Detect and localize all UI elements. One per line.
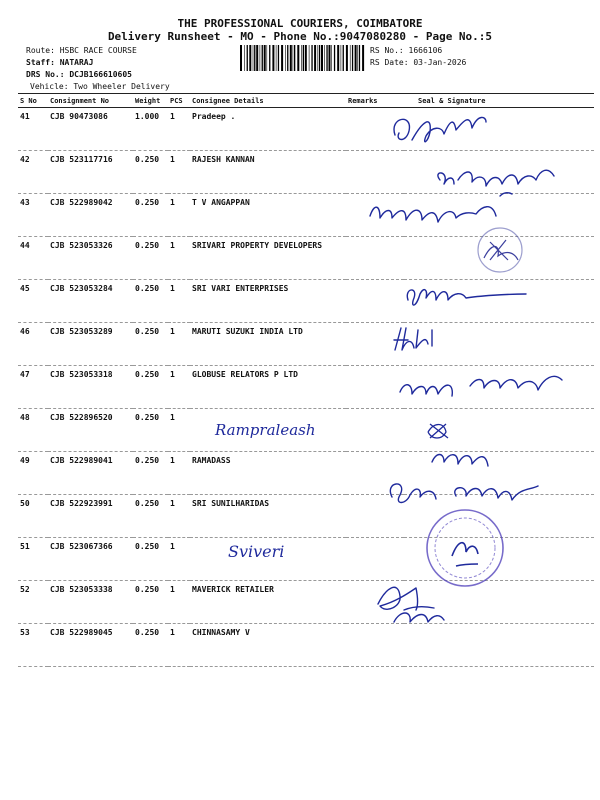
cell-signature	[404, 194, 594, 237]
barcode-bar	[290, 45, 292, 71]
cell-consignment-no: CJB 523053289	[48, 323, 133, 366]
barcode-bar	[285, 45, 286, 71]
cell-sno: 46	[18, 323, 48, 366]
cell-pcs: 1	[168, 538, 190, 581]
col-header-sno: S No	[18, 94, 48, 108]
cell-consignee: MARUTI SUZUKI INDIA LTD	[190, 323, 346, 366]
cell-sno: 44	[18, 237, 48, 280]
barcode-bar	[244, 45, 245, 71]
barcode-bar	[309, 45, 310, 71]
cell-weight: 0.250	[133, 280, 168, 323]
cell-sno: 41	[18, 108, 48, 151]
barcode-bar	[269, 45, 270, 71]
cell-weight: 0.250	[133, 409, 168, 452]
barcode-bar	[321, 45, 323, 71]
table-row	[18, 538, 594, 581]
cell-weight: 0.250	[133, 452, 168, 495]
table-row	[18, 237, 594, 280]
cell-remarks	[346, 538, 404, 581]
cell-weight: 0.250	[133, 495, 168, 538]
barcode-bar	[301, 45, 302, 71]
cell-weight: 0.250	[133, 194, 168, 237]
cell-consignment-no: CJB 522989045	[48, 624, 133, 667]
table-row	[18, 108, 594, 151]
barcode-bar	[357, 45, 358, 71]
col-header-consignment: Consignment No	[48, 94, 133, 108]
drs-label: DRS No.:	[26, 70, 65, 79]
cell-signature	[404, 108, 594, 151]
cell-pcs: 1	[168, 366, 190, 409]
barcode-bar	[278, 45, 279, 71]
barcode-bar	[334, 45, 335, 71]
cell-remarks	[346, 280, 404, 323]
barcode-bar	[272, 45, 274, 71]
cell-consignment-no: CJB 523117716	[48, 151, 133, 194]
cell-consignment-no: CJB 523053284	[48, 280, 133, 323]
barcode-bar	[287, 45, 288, 71]
barcode-bar	[314, 45, 316, 71]
runsheet-table	[18, 93, 594, 667]
cell-signature	[404, 323, 594, 366]
cell-consignee: CHINNASAMY V	[190, 624, 346, 667]
cell-signature	[404, 409, 594, 452]
barcode-bar	[343, 45, 344, 71]
barcode-bar	[318, 45, 319, 71]
cell-pcs: 1	[168, 108, 190, 151]
cell-remarks	[346, 108, 404, 151]
cell-sno: 42	[18, 151, 48, 194]
cell-sno: 51	[18, 538, 48, 581]
barcode-bar	[352, 45, 353, 71]
cell-weight: 0.250	[133, 323, 168, 366]
col-header-weight: Weight	[133, 94, 168, 108]
cell-remarks	[346, 323, 404, 366]
barcode-bar	[326, 45, 327, 71]
cell-weight: 0.250	[133, 151, 168, 194]
cell-pcs: 1	[168, 323, 190, 366]
cell-consignee: T V ANGAPPAN	[190, 194, 346, 237]
staff-label: Staff: NATARAJ	[26, 58, 94, 67]
cell-sno: 48	[18, 409, 48, 452]
col-header-signature: Seal & Signature	[404, 94, 594, 108]
table-row	[18, 452, 594, 495]
barcode-bar	[281, 45, 283, 71]
cell-signature	[404, 452, 594, 495]
barcode-bar	[346, 45, 348, 71]
barcode-bar	[331, 45, 332, 71]
barcode-bar	[350, 45, 351, 71]
cell-sno: 43	[18, 194, 48, 237]
cell-pcs: 1	[168, 581, 190, 624]
col-header-remarks: Remarks	[346, 94, 404, 108]
cell-pcs: 1	[168, 151, 190, 194]
cell-signature	[404, 538, 594, 581]
cell-weight: 0.250	[133, 366, 168, 409]
cell-remarks	[346, 581, 404, 624]
route-label: Route: HSBC RACE COURSE	[26, 46, 137, 55]
barcode-bar	[249, 45, 251, 71]
barcode-bar	[254, 45, 255, 71]
cell-signature	[404, 495, 594, 538]
table-header-row	[18, 94, 594, 108]
cell-remarks	[346, 151, 404, 194]
barcode-image	[240, 45, 366, 71]
cell-pcs: 1	[168, 194, 190, 237]
cell-weight: 0.250	[133, 581, 168, 624]
cell-consignment-no: CJB 90473086	[48, 108, 133, 151]
table-row	[18, 581, 594, 624]
barcode-bar	[264, 45, 266, 71]
cell-remarks	[346, 624, 404, 667]
cell-signature	[404, 151, 594, 194]
company-title: THE PROFESSIONAL COURIERS, COIMBATORE	[177, 17, 423, 30]
handwritten-name-row-51: Sviveri	[228, 542, 285, 561]
barcode-bar	[294, 45, 295, 71]
cell-consignee: MAVERICK RETAILER	[190, 581, 346, 624]
drs-number	[26, 69, 132, 80]
barcode-bar	[260, 45, 261, 71]
rs-number: RS No.: 1666106	[370, 46, 443, 55]
table-row	[18, 495, 594, 538]
cell-consignment-no: CJB 522989042	[48, 194, 133, 237]
cell-sno: 52	[18, 581, 48, 624]
cell-remarks	[346, 237, 404, 280]
cell-remarks	[346, 409, 404, 452]
barcode-bar	[355, 45, 357, 71]
cell-signature	[404, 624, 594, 667]
cell-consignee: SRIVARI PROPERTY DEVELOPERS	[190, 237, 346, 280]
barcode-bar	[303, 45, 304, 71]
table-row	[18, 323, 594, 366]
cell-consignee: RAMADASS	[190, 452, 346, 495]
cell-consignment-no: CJB 523053338	[48, 581, 133, 624]
cell-consignment-no: CJB 523053318	[48, 366, 133, 409]
cell-signature	[404, 366, 594, 409]
cell-pcs: 1	[168, 237, 190, 280]
cell-pcs: 1	[168, 452, 190, 495]
cell-weight: 1.000	[133, 108, 168, 151]
cell-signature	[404, 581, 594, 624]
table-row	[18, 280, 594, 323]
cell-consignee	[190, 409, 346, 452]
barcode-bar	[247, 45, 248, 71]
barcode-bar	[262, 45, 263, 71]
cell-sno: 45	[18, 280, 48, 323]
cell-consignment-no: CJB 522989041	[48, 452, 133, 495]
barcode-bar	[305, 45, 307, 71]
cell-consignee: GLOBUSE RELATORS P LTD	[190, 366, 346, 409]
cell-weight: 0.250	[133, 538, 168, 581]
table-row	[18, 624, 594, 667]
barcode-bar	[297, 45, 299, 71]
col-header-consignee: Consignee Details	[190, 94, 346, 108]
barcode-bar	[341, 45, 342, 71]
cell-pcs: 1	[168, 624, 190, 667]
cell-remarks	[346, 366, 404, 409]
cell-pcs: 1	[168, 495, 190, 538]
cell-signature	[404, 237, 594, 280]
rs-date: RS Date: 03-Jan-2026	[370, 58, 467, 67]
cell-consignee: Pradeep .	[190, 108, 346, 151]
table-row	[18, 366, 594, 409]
cell-consignment-no: CJB 522923991	[48, 495, 133, 538]
vehicle-label: Vehicle: Two Wheeler Delivery	[30, 82, 170, 91]
cell-consignee: SRI VARI ENTERPRISES	[190, 280, 346, 323]
table-row	[18, 409, 594, 452]
barcode-bar	[362, 45, 364, 71]
cell-consignee	[190, 538, 346, 581]
cell-pcs: 1	[168, 409, 190, 452]
barcode-bar	[337, 45, 339, 71]
cell-consignee: RAJESH KANNAN	[190, 151, 346, 194]
barcode-bar	[276, 45, 277, 71]
cell-signature	[404, 280, 594, 323]
cell-consignee: SRI SUNILHARIDAS	[190, 495, 346, 538]
barcode-bar	[359, 45, 360, 71]
cell-consignment-no: CJB 522896520	[48, 409, 133, 452]
cell-sno: 49	[18, 452, 48, 495]
cell-sno: 47	[18, 366, 48, 409]
cell-sno: 53	[18, 624, 48, 667]
cell-pcs: 1	[168, 280, 190, 323]
barcode-bar	[240, 45, 242, 71]
barcode-bar	[253, 45, 254, 71]
handwritten-name-row-48: Rampraleash	[215, 421, 316, 439]
barcode-bar	[324, 45, 325, 71]
barcode-bar	[293, 45, 294, 71]
cell-remarks	[346, 194, 404, 237]
cell-remarks	[346, 452, 404, 495]
barcode-bar	[311, 45, 312, 71]
cell-consignment-no: CJB 523053326	[48, 237, 133, 280]
table-row	[18, 194, 594, 237]
cell-remarks	[346, 495, 404, 538]
cell-consignment-no: CJB 523067366	[48, 538, 133, 581]
barcode-bar	[267, 45, 268, 71]
runsheet-title: Delivery Runsheet - MO - Phone No.:9047080280 - Page No.:5	[107, 30, 493, 43]
cell-sno: 50	[18, 495, 48, 538]
barcode-bar	[319, 45, 320, 71]
col-header-pcs: PCS	[168, 94, 190, 108]
barcode-bar	[329, 45, 331, 71]
cell-weight: 0.250	[133, 237, 168, 280]
drs-value: DCJB166610605	[69, 70, 132, 79]
barcode-bar	[256, 45, 258, 71]
table-row	[18, 151, 594, 194]
cell-weight: 0.250	[133, 624, 168, 667]
